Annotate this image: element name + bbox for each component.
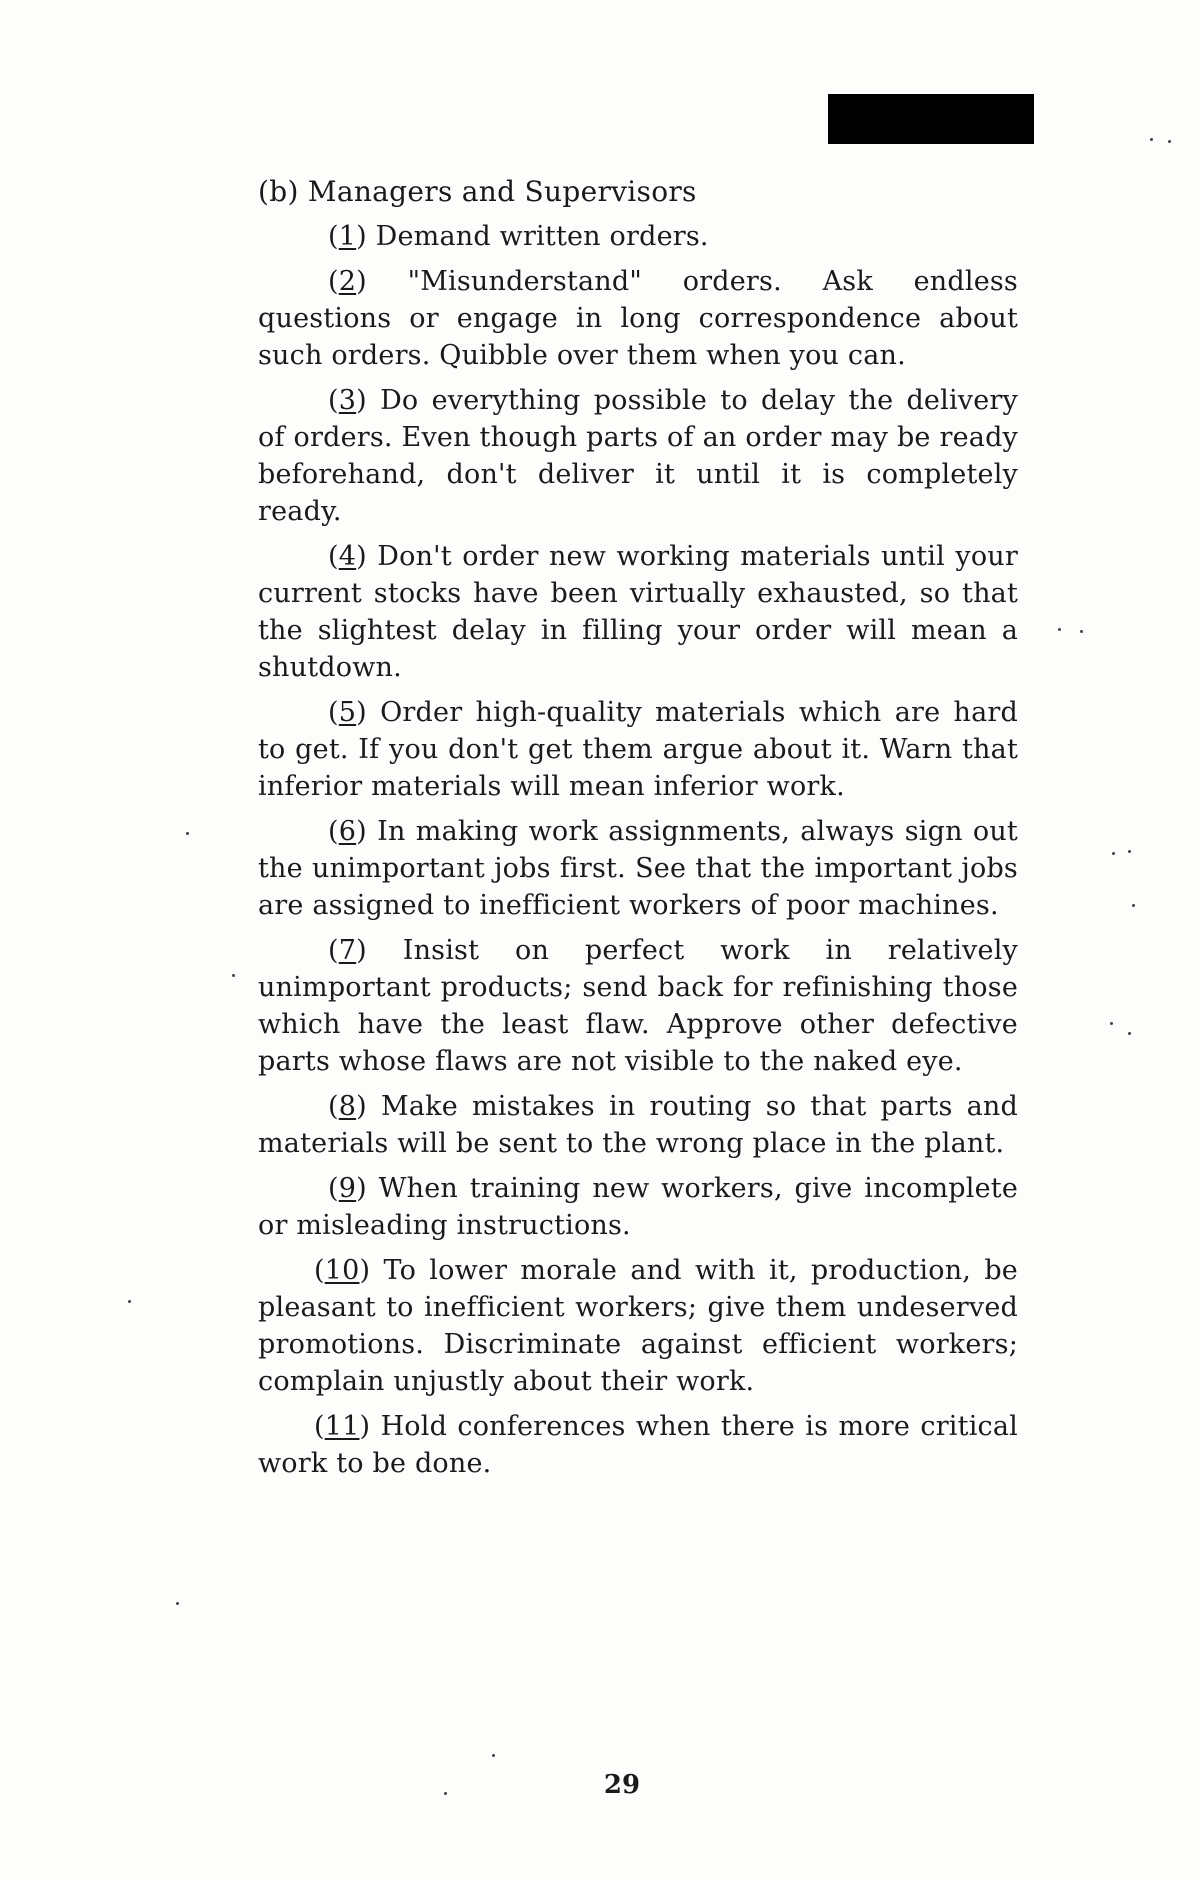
item-text: To lower morale and with it, production, be pleasant to inefficient workers; give them undeserved promotions. Discriminate against efficient workers; complain unjustly about their work.	[258, 1255, 1018, 1397]
item-text: Do everything possible to delay the delivery of orders. Even though parts of an order may be ready beforehand, don't deliver it until it is completely ready.	[258, 385, 1018, 527]
list-item: (6) In making work assignments, always sign out the unimportant jobs first. See that the important jobs are assigned to inefficient workers of poor machines.	[258, 816, 1018, 921]
page-number: 29	[603, 1770, 641, 1800]
page-content	[258, 168, 1018, 1490]
item-number: 8	[338, 1091, 357, 1122]
list-item: (7) Insist on perfect work in relatively unimportant products; send back for refinishing those which have the least flaw. Approve other defective parts whose flaws are not visible to the naked eye.	[258, 935, 1018, 1077]
scan-speck	[1150, 138, 1153, 141]
item-text: Insist on perfect work in relatively unimportant products; send back for refinishing those which have the least flaw. Approve other defective parts whose flaws are not visible to the naked eye.	[258, 935, 1018, 1077]
item-number: 6	[338, 816, 357, 847]
scan-speck	[128, 1300, 131, 1303]
item-text: "Misunderstand" orders. Ask endless questions or engage in long correspondence about such orders. Quibble over them when you can.	[258, 266, 1018, 371]
item-number: 1	[338, 221, 357, 252]
scan-speck	[1128, 850, 1131, 853]
item-text: When training new workers, give incomplete or misleading instructions.	[258, 1173, 1018, 1241]
item-text: Hold conferences when there is more critical work to be done.	[258, 1411, 1018, 1479]
item-number: 3	[338, 385, 357, 416]
list-item: (11) Hold conferences when there is more critical work to be done.	[258, 1411, 1018, 1479]
item-number: 9	[338, 1173, 357, 1204]
item-number: 10	[324, 1255, 360, 1286]
redaction-block	[828, 94, 1034, 144]
list-item: (9) When training new workers, give incomplete or misleading instructions.	[258, 1173, 1018, 1241]
scan-speck	[1128, 1032, 1131, 1035]
item-number: 7	[338, 935, 357, 966]
item-text: Don't order new working materials until your current stocks have been virtually exhausted, so that the slightest delay in filling your order will mean a shutdown.	[258, 541, 1018, 683]
scan-speck	[1112, 852, 1115, 855]
item-text: Make mistakes in routing so that parts and materials will be sent to the wrong place in the plant.	[258, 1091, 1018, 1159]
section-heading: (b) Managers and Supervisors	[258, 175, 697, 208]
scan-speck	[1132, 904, 1135, 907]
item-number: 5	[338, 697, 357, 728]
list-item: (3) Do everything possible to delay the delivery of orders. Even though parts of an order may be ready beforehand, don't deliver it until it is completely ready.	[258, 385, 1018, 527]
item-text: Demand written orders.	[375, 221, 709, 252]
list-item: (10) To lower morale and with it, production, be pleasant to inefficient workers; give them undeserved promotions. Discriminate against efficient workers; complain unjustly about their work.	[258, 1255, 1018, 1397]
scan-speck	[232, 974, 235, 977]
item-text: In making work assignments, always sign out the unimportant jobs first. See that the important jobs are assigned to inefficient workers of poor machines.	[258, 816, 1018, 921]
scan-speck	[1110, 1022, 1113, 1025]
item-text: Order high-quality materials which are hard to get. If you don't get them argue about it. Warn that inferior materials will mean inferior work.	[258, 697, 1018, 802]
scan-speck	[1058, 628, 1061, 631]
list-item: (4) Don't order new working materials until your current stocks have been virtually exhausted, so that the slightest delay in filling your order will mean a shutdown.	[258, 541, 1018, 683]
list-item: (2) "Misunderstand" orders. Ask endless questions or engage in long correspondence about such orders. Quibble over them when you can.	[258, 266, 1018, 371]
scan-speck	[186, 832, 189, 835]
item-number: 4	[338, 541, 357, 572]
scan-speck	[176, 1602, 179, 1605]
scan-speck	[1080, 630, 1083, 633]
list-item: (1) Demand written orders.	[328, 221, 709, 252]
scan-speck	[444, 1792, 447, 1795]
list-item: (5) Order high-quality materials which are hard to get. If you don't get them argue about it. Warn that inferior materials will mean inferior work.	[258, 697, 1018, 802]
item-number: 2	[338, 266, 357, 297]
scan-speck	[492, 1754, 495, 1757]
item-number: 11	[324, 1411, 360, 1442]
list-item: (8) Make mistakes in routing so that parts and materials will be sent to the wrong place in the plant.	[258, 1091, 1018, 1159]
scan-speck	[1168, 140, 1171, 143]
